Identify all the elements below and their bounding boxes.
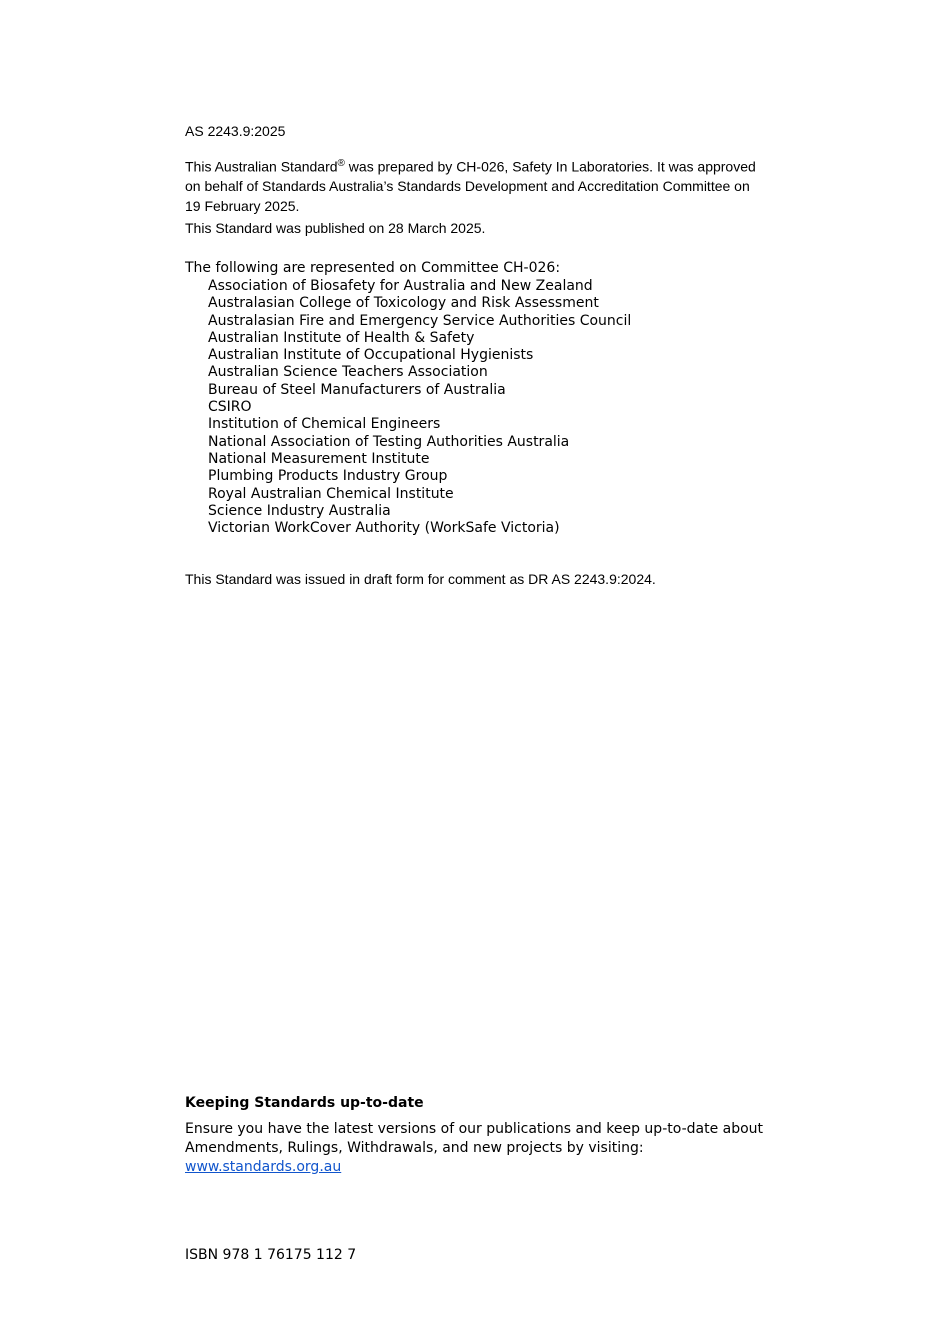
committee-member: Australian Science Teachers Association [208,364,488,381]
standards-website-link[interactable]: www.standards.org.au [185,1159,342,1175]
committee-member: Victorian WorkCover Authority (WorkSafe Victoria) [208,520,560,537]
preparation-prefix: This Australian Standard [185,158,338,175]
keeping-up-to-date-text: Ensure you have the latest versions of our publications and keep up-to-date about Amendments, Rulings, Withdrawals, and new projects by visiting: [185,1121,764,1156]
committee-member: Australasian College of Toxicology and Risk Assessment [208,295,599,312]
committee-intro: The following are represented on Committee CH-026: [185,260,561,276]
committee-member: Plumbing Products Industry Group [208,468,448,485]
committee-member: Science Industry Australia [208,502,391,519]
committee-member: Australian Institute of Occupational Hygienists [208,347,534,364]
publication-date-statement: This Standard was published on 28 March 2025. [185,220,486,236]
committee-member: CSIRO [208,399,252,416]
document-id: AS 2243.9:2025 [185,123,286,139]
keeping-up-to-date-body [185,1120,785,1177]
committee-member: Australian Institute of Health & Safety [208,329,475,346]
committee-member-list [208,278,631,537]
draft-note: This Standard was issued in draft form for comment as DR AS 2243.9:2024. [185,571,656,587]
committee-member: National Association of Testing Authorities Australia [208,433,570,450]
isbn: ISBN 978 1 76175 112 7 [185,1247,357,1263]
preparation-statement [185,154,765,216]
preparation-text: was prepared by CH-026, Safety In Laboratories. It was approved on behalf of Standards Australia’s Standards Development and Accreditation Committee on 19 February 2025. [185,158,756,214]
committee-member: Institution of Chemical Engineers [208,416,441,433]
keeping-up-to-date-heading: Keeping Standards up-to-date [185,1095,424,1111]
committee-member: Bureau of Steel Manufacturers of Australia [208,381,506,398]
registered-mark: ® [337,158,345,169]
committee-member: Australasian Fire and Emergency Service Authorities Council [208,312,632,329]
committee-member: Association of Biosafety for Australia and New Zealand [208,278,593,294]
committee-member: National Measurement Institute [208,450,430,467]
committee-member: Royal Australian Chemical Institute [208,485,454,502]
